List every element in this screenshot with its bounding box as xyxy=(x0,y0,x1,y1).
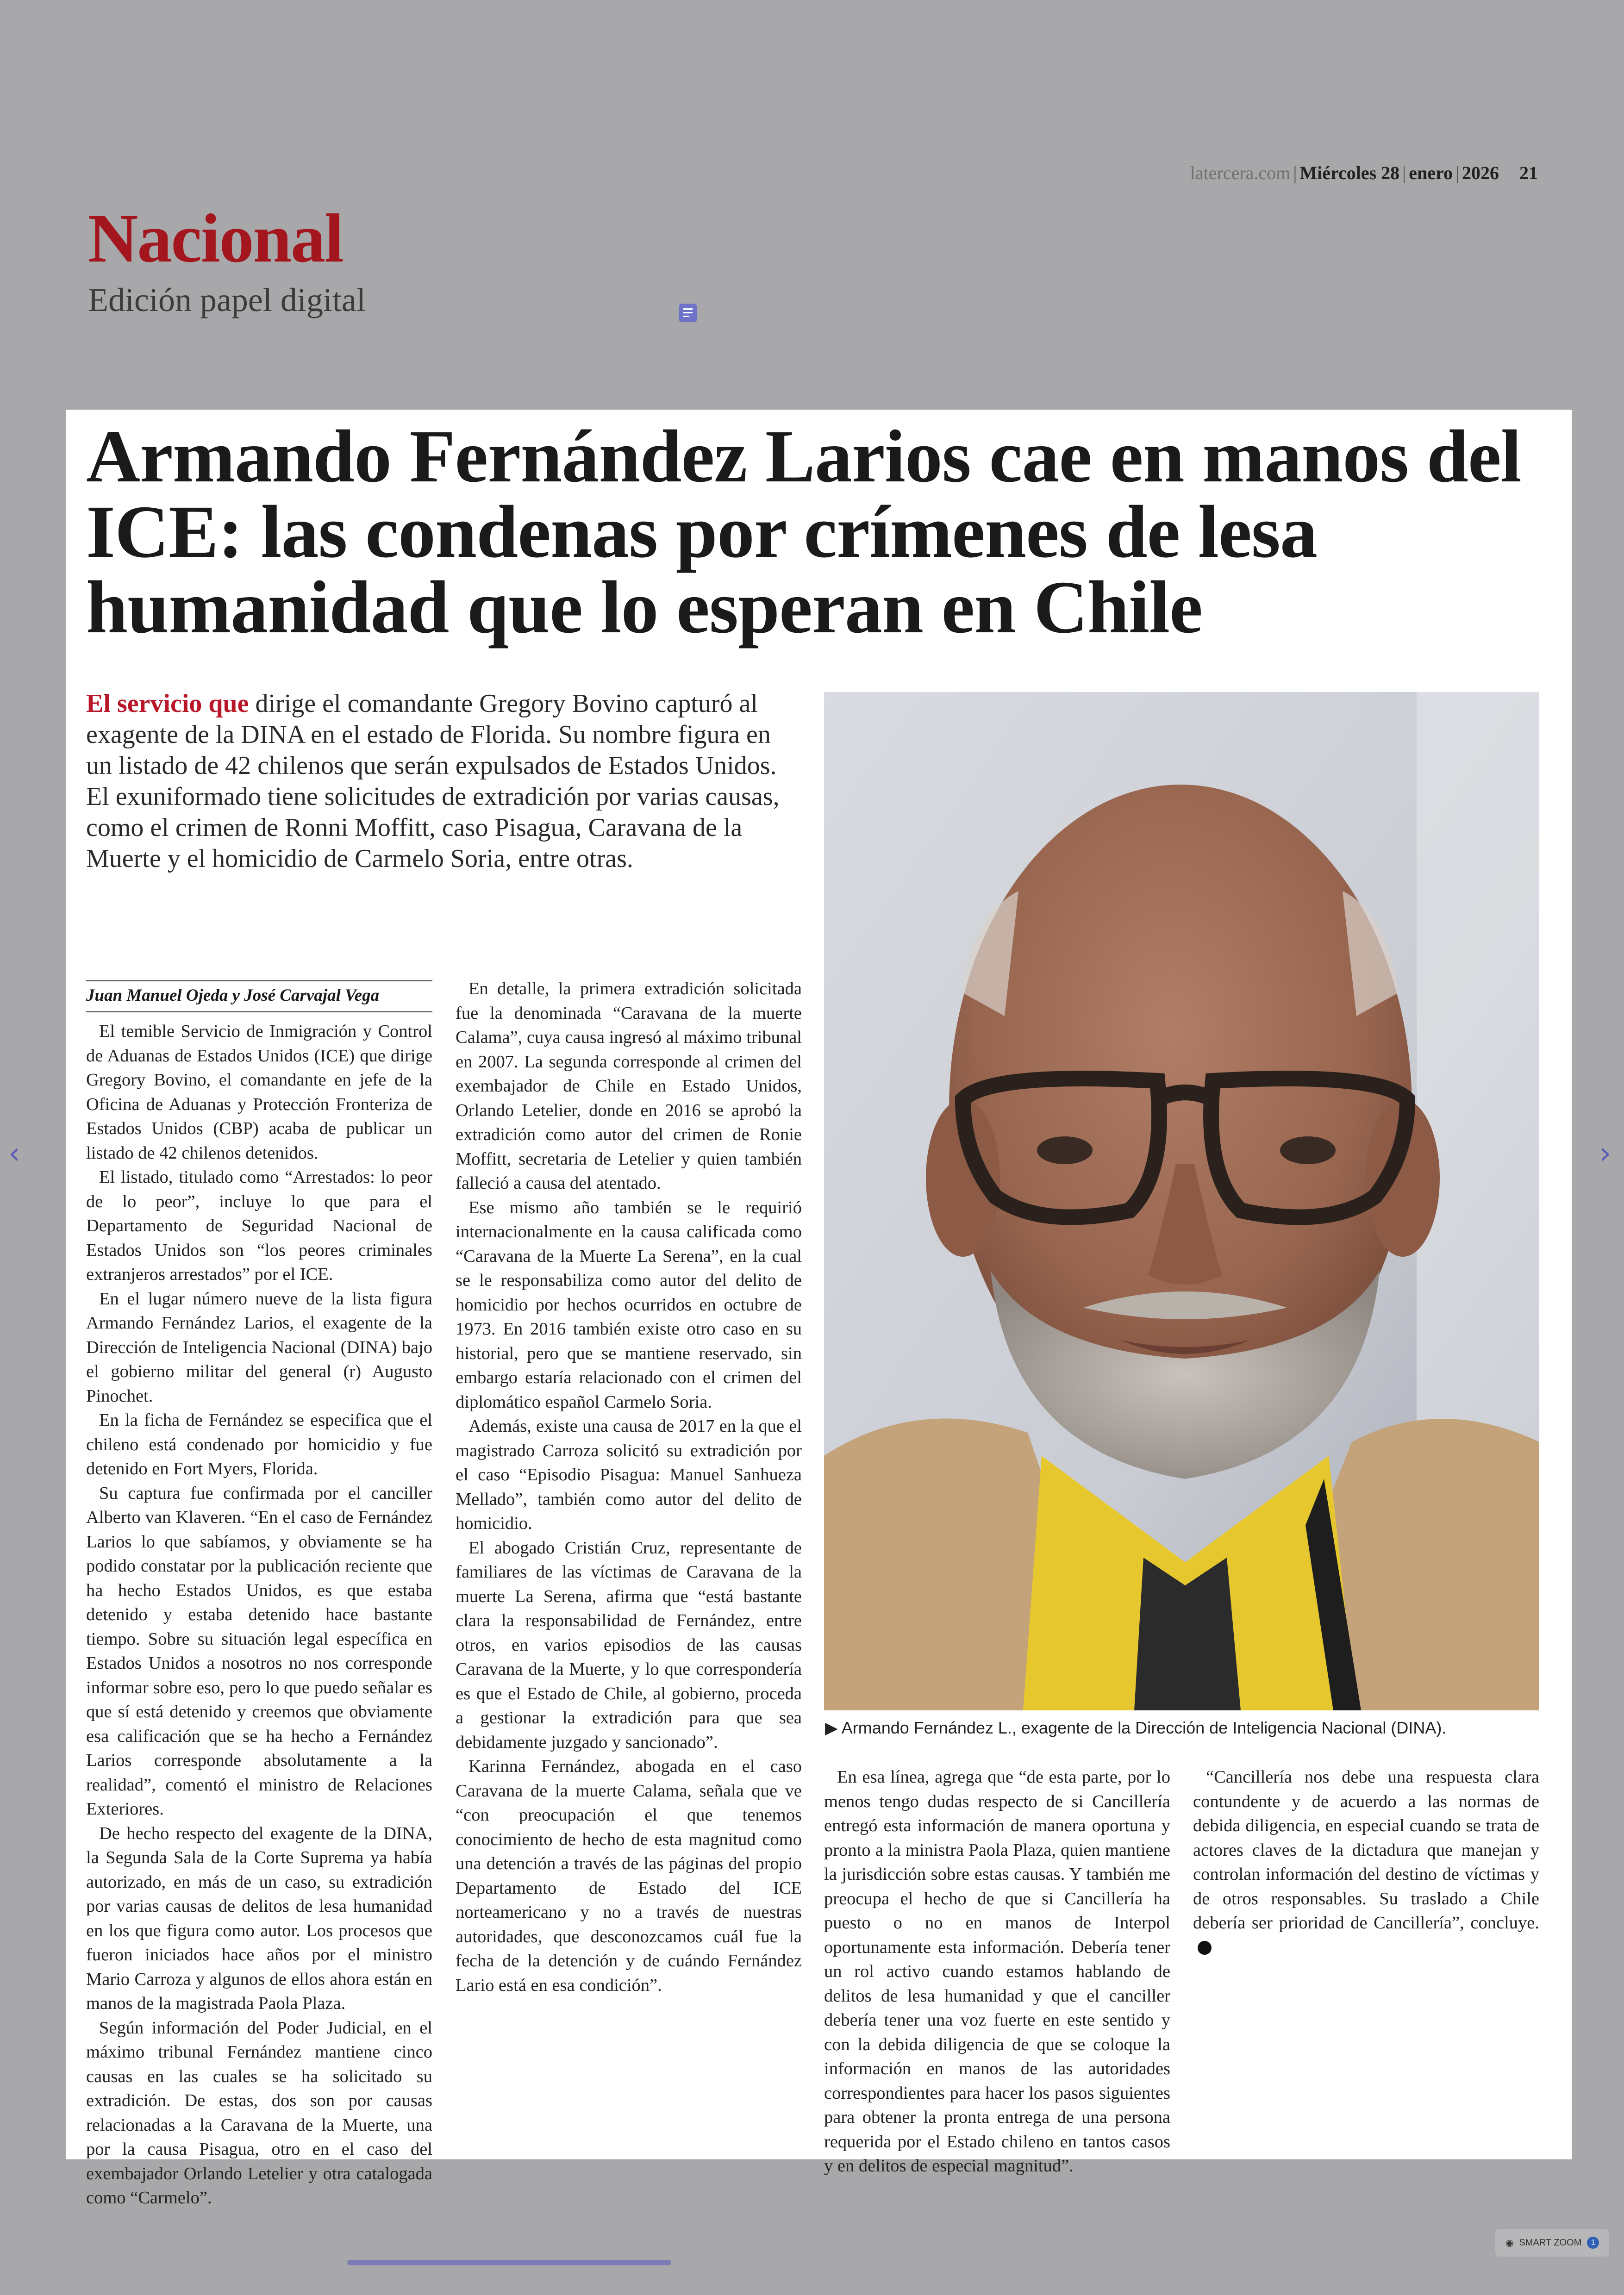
body-column-4 xyxy=(1193,1765,1539,1959)
smart-zoom-button[interactable] xyxy=(1495,2229,1609,2257)
headline: Armando Fernández Larios cae en manos del ICE: las condenas por crímenes de lesa humanidad que lo esperan en Chile xyxy=(86,415,1521,649)
body-column-1 xyxy=(86,1019,432,2210)
body-column-3 xyxy=(824,1765,1170,2178)
portrait-photo xyxy=(824,692,1539,1710)
body-paragraph: Ese mismo año también se le requirió internacionalmente en la causa calificada como “Caravana de la Muerte La Serena”, en la cual se le responsabiliza como autor del delito de homicidio por hechos ocurridos en octubre de 1973. En 2016 también existe otro caso en su historial, pero que se mantiene reservado, sin embargo estaría relacionado con el crimen del diplomático español Carmelo Soria. xyxy=(456,1197,802,1412)
lead-in: El servicio que xyxy=(86,689,249,718)
body-paragraph: Su captura fue confirmada por el canciller Alberto van Klaveren. “En el caso de Fernández Larios lo que sabíamos, y obviamente se ha podido constatar por la publicación reciente que ha hecho Estados Unidos, es que estaba detenido y estaba detenido hace bastante tiempo. Sobre su situación legal específica en Estados Unidos a nosotros no nos corresponde informar sobre eso, pero lo que puedo señalar es que sí está detenido y creemos que obviamente esa calificación que se ha hecho a Fernández Larios corresponde absolutamente a la realidad”, comentó el ministro de Relaciones Exteriores. xyxy=(86,1483,432,1819)
body-paragraph: Según información del Poder Judicial, en el máximo tribunal Fernández mantiene cinco causas en las cuales se ha solicitado su extradición. De estas, dos son por causas relacionadas a la Caravana de la Muerte, una por la causa Pisagua, otro en el caso del exembajador Orlando Letelier y otra catalogada como “Carmelo”. xyxy=(86,2018,432,2208)
eye-icon: ◉ xyxy=(1505,2238,1514,2248)
body-paragraph: De hecho respecto del exagente de la DINA, la Segunda Sala de la Corte Suprema ya había autorizado, en más de un caso, su extradición por varias causas de delitos de lesa humanidad en los que figura como autor. Los procesos que fueron iniciados hace años por el ministro Mario Carroza y algunos de ellos ahora están en manos de la magistrada Paola Plaza. xyxy=(86,1823,432,2013)
note-icon[interactable] xyxy=(679,304,697,322)
page-number: 21 xyxy=(1519,162,1538,183)
body-paragraph: En esa línea, agrega que “de esta parte, por lo menos tengo dudas respecto de si Cancillería entregó esta información de manera oportuna y pronto a la ministra Paola Plaza, quien mantiene la jurisdicción sobre estas causas. Y también me preocupa el hecho de que si Cancillería ha puesto o no en manos de Interpol oportunamente esta información. Debería tener un rol activo cuando estamos hablando de delitos de lesa humanidad y que el canciller debería tener una voz fuerte en este sentido y con la debida diligencia de que se coloque la información en manos de las autoridades correspondientes para hacer los pasos siguientes para obtener la pronta entrega de una persona requerida por el Estado chileno en tantos casos y en delitos de especial magnitud”. xyxy=(824,1767,1170,2176)
byline: Juan Manuel Ojeda y José Carvajal Vega xyxy=(86,980,432,1012)
body-paragraph: El temible Servicio de Inmigración y Control de Aduanas de Estados Unidos (ICE) que dirige Gregory Bovino, el comandante en jefe de la Oficina de Aduanas y Protección Fronteriza de Estados Unidos (CBP) acaba de publicar un listado de 42 chilenos detenidos. xyxy=(86,1022,432,1163)
photo-caption: ▶ Armando Fernández L., exagente de la Dirección de Inteligencia Nacional (DINA). xyxy=(825,1718,1447,1737)
body-paragraph: En detalle, la primera extradición solicitada fue la denominada “Caravana de la muerte Calama”, cuya causa ingresó al máximo tribunal en 2007. La segunda corresponde al crimen del exembajador de Chile en Estado Unidos, Orlando Letelier, donde en 2016 se aprobó la extradición como autor del crimen de Ronie Moffitt, secretaria de Letelier y quien también falleció a causa del atentado. xyxy=(456,979,802,1193)
body-paragraph: En la ficha de Fernández se especifica que el chileno está condenado por homicidio y fue detenido en Fort Myers, Florida. xyxy=(86,1410,432,1478)
closing-quote: “Cancillería nos debe una respuesta clara contundente y de acuerdo a las normas de debida diligencia, en especial cuando se trata de actores claves de la dictadura que manejan y controlan información del destino de víctimas y de otros responsables. Su traslado a Chile debería ser prioridad de Cancillería”, concluye. xyxy=(1193,1767,1539,1933)
smart-zoom-label: SMART ZOOM xyxy=(1519,2237,1582,2248)
body-column-2 xyxy=(456,977,802,1997)
smart-zoom-badge: 1 xyxy=(1587,2237,1599,2249)
body-paragraph xyxy=(1193,1765,1539,1959)
body-paragraph: Además, existe una causa de 2017 en la que el magistrado Carroza solicitó su extradición por el caso “Episodio Pisagua: Manuel Sanhueza Mellado”, también como autor del delito de homicidio. xyxy=(456,1416,802,1533)
page-progress-bar[interactable] xyxy=(347,2260,671,2265)
body-paragraph: Karinna Fernández, abogada en el caso Caravana de la muerte Calama, señala que ve “con preocupación el que tenemos conocimiento de hecho de esta magnitud como una detención a través de las páginas del propio Departamento de Estado del ICE norteamericano y no a través de nuestras autoridades, que desconozcamos cuál fue la fecha de la detención y de cuándo Fernández Lario está en esa condición”. xyxy=(456,1757,802,1995)
lead-paragraph xyxy=(86,688,781,874)
body-paragraph: El abogado Cristián Cruz, representante de familiares de las víctimas de Caravana de la muerte La Serena, afirma que “está bastante clara la responsabilidad de Fernández, entre otros, en varios episodios de las causas Caravana de la Muerte, y lo que correspondería es que el Estado de Chile, al gobierno, proceda a gestionar la extradición para que sea debidamente juzgado y sancionado”. xyxy=(456,1538,802,1752)
month: enero xyxy=(1409,162,1453,183)
weekday-day: Miércoles 28 xyxy=(1299,162,1400,183)
end-mark-icon xyxy=(1198,1941,1212,1955)
date-line: latercera.com | Miércoles 28 | enero | 2026 xyxy=(1190,162,1499,183)
section-title: Nacional xyxy=(88,200,343,277)
chevron-left-icon[interactable]: ‹ xyxy=(8,1136,20,1171)
year: 2026 xyxy=(1462,162,1499,183)
lead-text: dirige el comandante Gregory Bovino capturó al exagente de la DINA en el estado de Florida. Su nombre figura en un listado de 42 chilenos que serán expulsados de Estados Unidos. El exuniformado tiene solicitudes de extradición por varias causas, como el crimen de Ronni Moffitt, caso Pisagua, Caravana de la Muerte y el homicidio de Carmelo Soria, entre otras. xyxy=(86,689,780,873)
masthead xyxy=(88,200,366,318)
body-paragraph: El listado, titulado como “Arrestados: lo peor de lo peor”, incluye lo que para el Departamento de Seguridad Nacional de Estados Unidos son “los peores criminales extranjeros arrestados” por el ICE. xyxy=(86,1167,432,1284)
edition-label: Edición papel digital xyxy=(88,281,366,318)
body-paragraph: En el lugar número nueve de la lista figura Armando Fernández Larios, el exagente de la Dirección de Inteligencia Nacional (DINA) bajo el gobierno militar del general (r) Augusto Pinochet. xyxy=(86,1289,432,1406)
site-name: latercera.com xyxy=(1190,162,1291,183)
chevron-right-icon[interactable]: › xyxy=(1599,1136,1612,1171)
